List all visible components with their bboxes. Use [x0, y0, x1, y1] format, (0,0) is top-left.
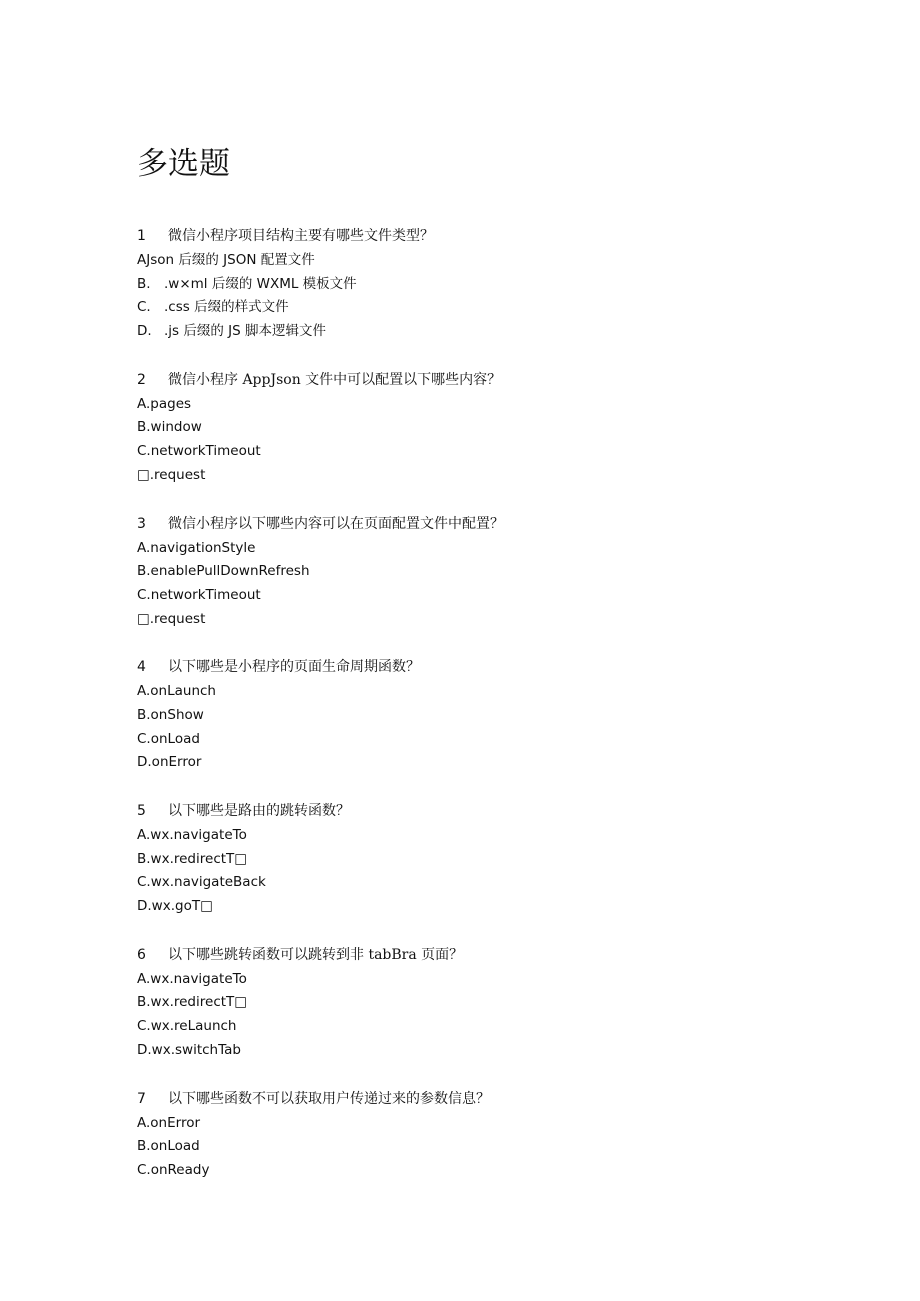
- page-title: 多选题: [137, 146, 230, 182]
- question-number: 2: [137, 371, 146, 388]
- option-item: [137, 848, 877, 872]
- question-line: [137, 1087, 877, 1112]
- option-text: C.networkTimeout: [137, 586, 261, 603]
- question-block: [137, 655, 877, 775]
- question-list: [137, 224, 877, 1183]
- option-item: [137, 249, 877, 273]
- option-text: B.onLoad: [137, 1138, 200, 1155]
- option-text: .js 后缀的 JS 脚本逻辑文件: [164, 323, 326, 340]
- question-block: [137, 224, 877, 344]
- option-text: A.pages: [137, 395, 192, 412]
- option-text: □.request: [137, 610, 206, 627]
- option-item: [137, 584, 877, 608]
- option-item: [137, 991, 877, 1015]
- question-number: 1: [137, 228, 146, 244]
- option-item: [137, 968, 877, 992]
- option-item: [137, 895, 877, 919]
- question-number: 4: [137, 659, 146, 676]
- question-text: 微信小程序 AppJson 文件中可以配置以下哪些内容？: [168, 371, 502, 388]
- question-number: 6: [137, 946, 146, 963]
- option-text: .css 后缀的样式文件: [164, 299, 289, 316]
- option-text: A.wx.navigateTo: [137, 827, 247, 843]
- option-label: B.: [137, 275, 151, 292]
- option-text: .w×ml 后缀的 WXML 模板文件: [164, 275, 357, 292]
- option-item: [137, 728, 877, 752]
- option-text: D.onError: [137, 754, 202, 771]
- option-text: AJson 后缀的 JSON 配置文件: [137, 252, 315, 268]
- option-text: C.onLoad: [137, 730, 200, 747]
- option-text: B.window: [137, 419, 202, 436]
- option-item: [137, 560, 877, 584]
- option-item: [137, 704, 877, 728]
- option-item: [137, 296, 877, 320]
- question-text: 以下哪些是路由的跳转函数？: [168, 803, 350, 819]
- option-item: [137, 464, 877, 488]
- option-item: [137, 751, 877, 775]
- question-line: [137, 799, 877, 824]
- question-number: 5: [137, 803, 146, 819]
- option-item: [137, 871, 877, 895]
- question-block: [137, 1087, 877, 1183]
- question-block: [137, 368, 877, 488]
- option-text: D.wx.switchTab: [137, 1041, 241, 1058]
- option-text: C.onReady: [137, 1161, 210, 1178]
- question-block: [137, 512, 877, 632]
- option-item: [137, 608, 877, 632]
- question-number: 7: [137, 1090, 146, 1107]
- question-text: 微信小程序项目结构主要有哪些文件类型？: [168, 228, 434, 244]
- question-text: 以下哪些是小程序的页面生命周期函数？: [168, 659, 420, 676]
- option-text: A.onLaunch: [137, 683, 216, 700]
- option-item: [137, 1039, 877, 1063]
- option-item: [137, 824, 877, 848]
- option-item: [137, 273, 877, 297]
- option-text: D.wx.goT□: [137, 898, 213, 915]
- question-line: [137, 368, 877, 393]
- option-label: C.: [137, 299, 151, 316]
- question-number: 3: [137, 515, 146, 532]
- option-text: A.wx.navigateTo: [137, 970, 247, 987]
- question-line: [137, 655, 877, 680]
- option-item: [137, 1112, 877, 1136]
- question-block: [137, 799, 877, 919]
- option-item: [137, 320, 877, 344]
- question-block: [137, 943, 877, 1063]
- option-text: A.onError: [137, 1114, 201, 1131]
- option-text: B.enablePullDownRefresh: [137, 563, 310, 580]
- option-item: [137, 537, 877, 561]
- option-text: B.wx.redirectT□: [137, 850, 248, 867]
- question-line: [137, 224, 877, 249]
- option-text: C.wx.navigateBack: [137, 874, 266, 891]
- option-item: [137, 393, 877, 417]
- option-text: □.request: [137, 466, 206, 483]
- option-text: A.navigationStyle: [137, 539, 256, 556]
- question-line: [137, 943, 877, 968]
- question-line: [137, 512, 877, 537]
- question-text: 以下哪些函数不可以获取用户传递过来的参数信息？: [168, 1090, 490, 1107]
- option-item: [137, 1159, 877, 1183]
- question-text: 微信小程序以下哪些内容可以在页面配置文件中配置？: [168, 515, 504, 532]
- question-text: 以下哪些跳转函数可以跳转到非 tabBra 页面？: [168, 946, 464, 963]
- option-text: B.onShow: [137, 706, 204, 723]
- option-text: C.networkTimeout: [137, 443, 261, 460]
- option-item: [137, 1135, 877, 1159]
- option-item: [137, 1015, 877, 1039]
- option-item: [137, 440, 877, 464]
- option-item: [137, 416, 877, 440]
- option-label: D.: [137, 323, 152, 340]
- option-item: [137, 680, 877, 704]
- option-text: C.wx.reLaunch: [137, 1018, 237, 1035]
- option-text: B.wx.redirectT□: [137, 994, 248, 1011]
